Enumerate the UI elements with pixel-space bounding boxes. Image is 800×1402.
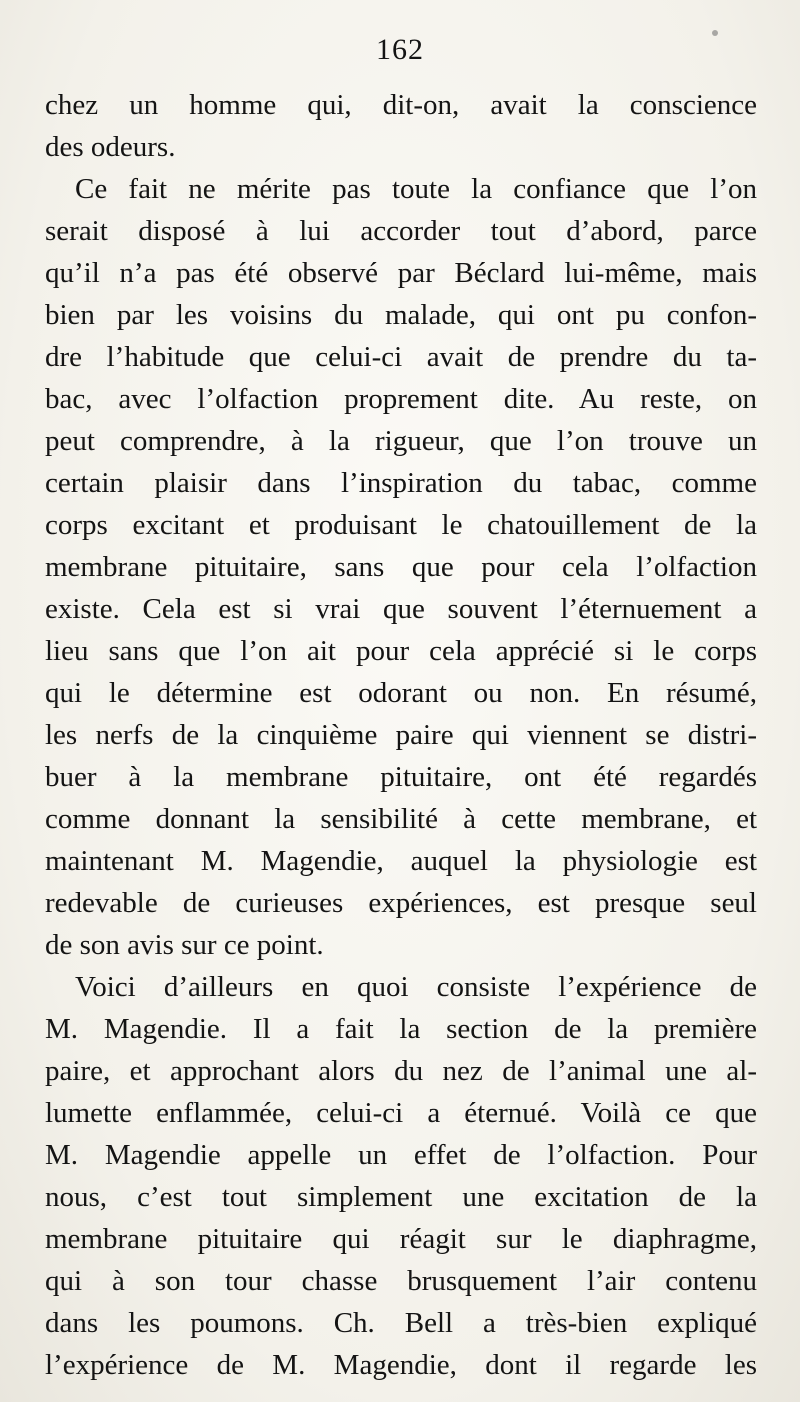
text-line: serait disposé à lui accorder tout d’abord, parce xyxy=(45,215,757,247)
text-line: qu’il n’a pas été observé par Béclard lui-même, mais xyxy=(45,257,757,289)
text-line: de son avis sur ce point. xyxy=(45,929,324,961)
text-line: chez un homme qui, dit-on, avait la conscience xyxy=(45,89,757,121)
text-line: maintenant M. Magendie, auquel la physiologie est xyxy=(45,845,757,877)
text-line: M. Magendie appelle un effet de l’olfaction. Pour xyxy=(45,1139,757,1171)
text-line: bien par les voisins du malade, qui ont pu confon- xyxy=(45,299,757,331)
text-line: membrane pituitaire, sans que pour cela l’olfaction xyxy=(45,551,757,583)
text-line: redevable de curieuses expériences, est presque seul xyxy=(45,887,757,919)
text-line: corps excitant et produisant le chatouillement de la xyxy=(45,509,757,541)
text-line: membrane pituitaire qui réagit sur le diaphragme, xyxy=(45,1223,757,1255)
text-line: l’expérience de M. Magendie, dont il regarde les xyxy=(45,1349,757,1381)
text-line: dre l’habitude que celui-ci avait de prendre du ta- xyxy=(45,341,757,373)
text-line: certain plaisir dans l’inspiration du tabac, comme xyxy=(45,467,757,499)
text-line: qui le détermine est odorant ou non. En résumé, xyxy=(45,677,757,709)
text-line: existe. Cela est si vrai que souvent l’éternuement a xyxy=(45,593,757,625)
text-line: M. Magendie. Il a fait la section de la première xyxy=(45,1013,757,1045)
text-line: qui à son tour chasse brusquement l’air contenu xyxy=(45,1265,757,1297)
text-line: peut comprendre, à la rigueur, que l’on trouve un xyxy=(45,425,757,457)
body-text xyxy=(45,84,757,1386)
text-line: nous, c’est tout simplement une excitation de la xyxy=(45,1181,757,1213)
text-line: dans les poumons. Ch. Bell a très-bien expliqué xyxy=(45,1307,757,1339)
text-line: buer à la membrane pituitaire, ont été regardés xyxy=(45,761,757,793)
text-line: lieu sans que l’on ait pour cela apprécié si le corps xyxy=(45,635,757,667)
text-line: les nerfs de la cinquième paire qui viennent se distri- xyxy=(45,719,757,751)
text-line: lumette enflammée, celui-ci a éternué. Voilà ce que xyxy=(45,1097,757,1129)
text-line: Voici d’ailleurs en quoi consiste l’expérience de xyxy=(75,971,757,1003)
text-line: des odeurs. xyxy=(45,131,176,163)
text-line: comme donnant la sensibilité à cette membrane, et xyxy=(45,803,757,835)
text-line: Ce fait ne mérite pas toute la confiance que l’on xyxy=(75,173,757,205)
text-line: bac, avec l’olfaction proprement dite. Au reste, on xyxy=(45,383,757,415)
page-number: 162 xyxy=(376,33,424,66)
text-line: paire, et approchant alors du nez de l’animal une al- xyxy=(45,1055,757,1087)
